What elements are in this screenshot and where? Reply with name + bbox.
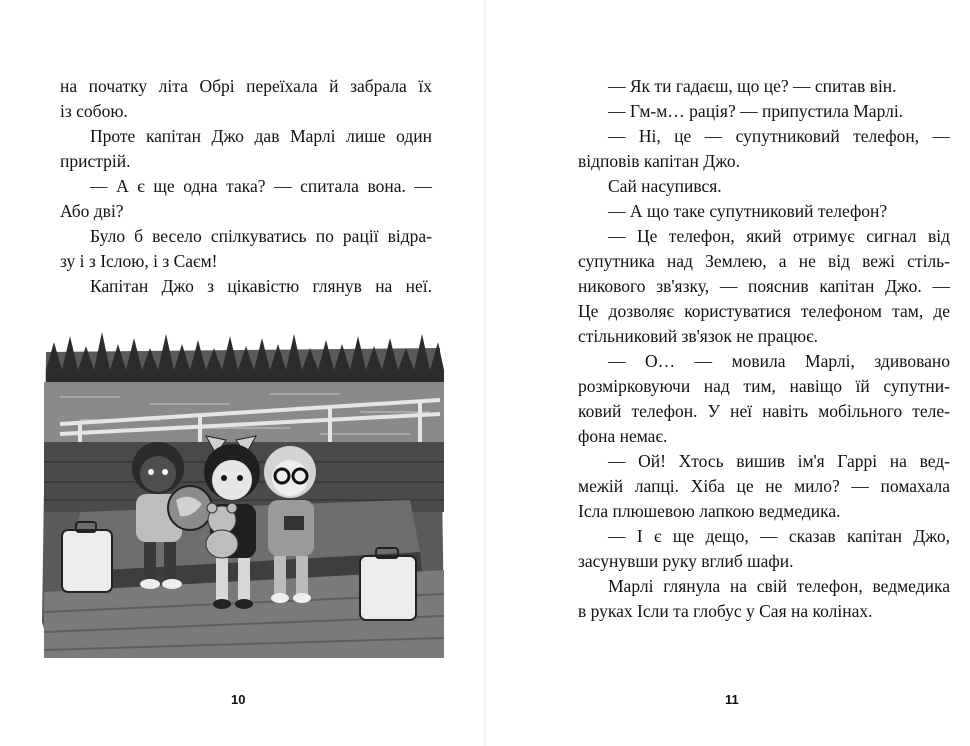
text-line: Проте капітан Джо дав Марлі лише один [90,126,432,146]
text-line: розмірковуючи над тим, навіщо їй супутни- [578,376,950,396]
text-line: стільниковий зв'язок не працює. [578,326,818,346]
text-line: Марлі глянула на свій телефон, ведмедика [608,576,950,596]
left-page-text [60,74,432,299]
text-line: Ісла плюшевою лапкою ведмедика. [578,501,841,521]
text-line: засунувши руку вглиб шафи. [578,551,794,571]
text-line: із собою. [60,101,128,121]
text-line: Капітан Джо з цікавістю глянув на неї. [90,276,432,296]
text-line: — О… — мовила Марлі, здивовано [608,351,950,371]
text-line: — А що таке супутниковий телефон? [608,201,888,221]
text-line: Або дві? [60,201,124,221]
text-line: — Ой! Хтось вишив ім'я Гаррі на вед- [608,451,950,471]
text-line: ковий телефон. У неї навіть мобільного телe- [578,401,950,421]
text-line: на початку літа Обрі переїхала й забрала їх [60,76,432,96]
text-line: — Ні, це — супутниковий телефон, — [608,126,950,146]
globe [168,486,212,530]
text-line: — Це телефон, який отримує сигнал від [608,226,950,246]
right-page-text [578,74,950,624]
text-line: — А є ще одна така? — спитала вона. — [90,176,432,196]
text-line: — І є ще дещо, — сказав капітан Джо, [608,526,950,546]
text-line: никового зв'язку, — пояснив капітан Джо. — [578,276,950,296]
page-number: 11 [725,692,739,707]
text-line: Сай насупився. [608,176,722,196]
text-line: Було б весело спілкуватись по рації відра- [90,226,432,246]
right-page [485,0,970,746]
text-line: відповів капітан Джо. [578,151,740,171]
ferry-illustration [40,322,448,662]
text-line: супутника над Землею, а не від вежі стіль- [578,251,950,271]
text-line: зу і з Іслою, і з Саєм! [60,251,218,271]
text-line: межій лапці. Хіба це не мило? — помахала [578,476,950,496]
suitcase-left [62,522,112,592]
text-line: — Гм-м… рація? — припустила Марлі. [608,101,904,121]
page-number: 10 [231,692,246,707]
suitcase-right [360,548,416,620]
text-line: фона немає. [578,426,668,446]
text-line: — Як ти гадаєш, що це? — спитав він. [608,76,897,96]
text-line: пристрій. [60,151,131,171]
text-line: в руках Ісли та глобус у Сая на колінах. [578,601,873,621]
text-line: Це дозволяє користуватися телефоном там, де [578,301,950,321]
